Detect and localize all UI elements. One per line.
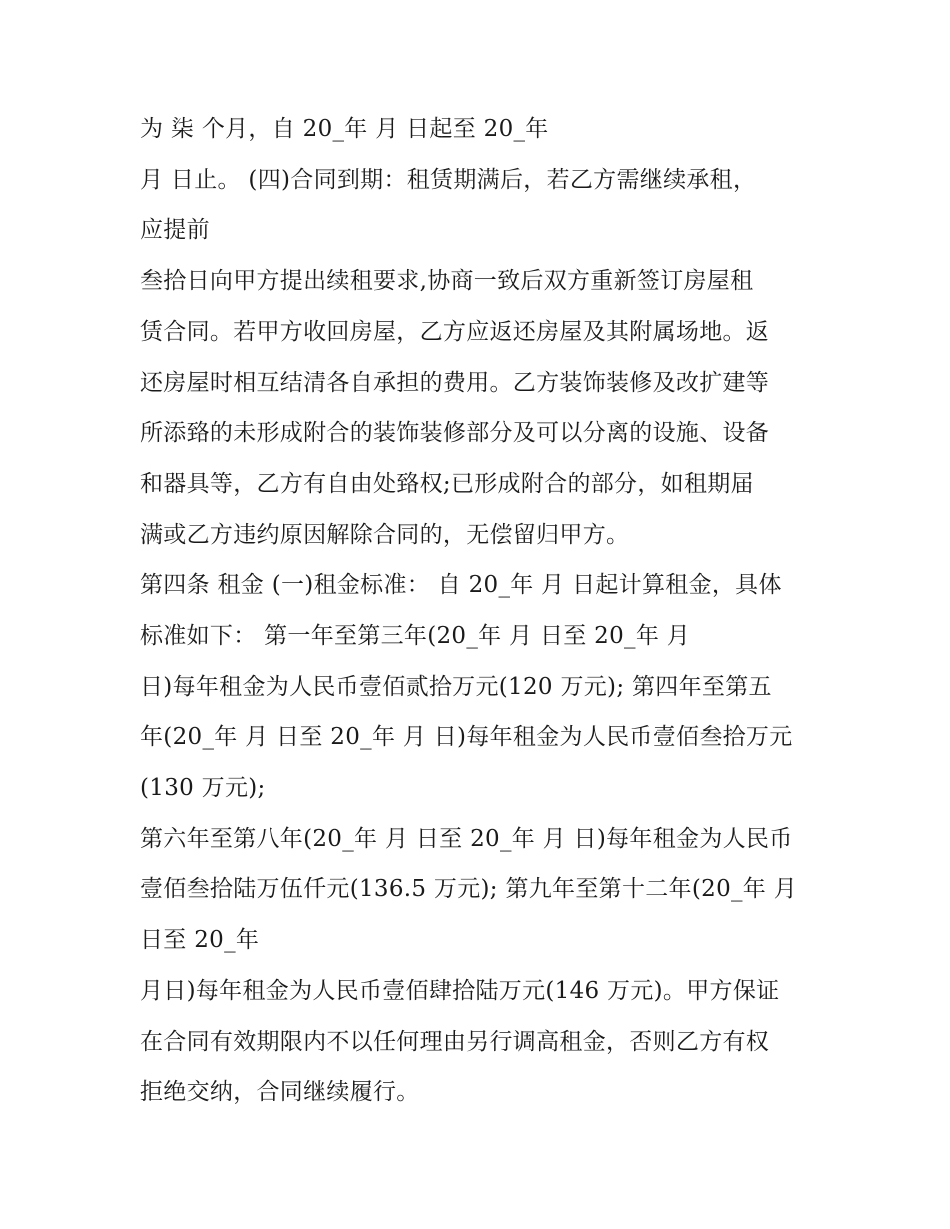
text-line: 为 柒 个月，自 20_年 月 日起至 20_年	[140, 116, 549, 142]
text-line: 月日)每年租金为人民币壹佰肆拾陆万元(146 万元)。甲方保证	[140, 978, 780, 1004]
text-line: (130 万元);	[140, 775, 266, 801]
text-line: 赁合同。若甲方收回房屋，乙方应返还房屋及其附属场地。返	[140, 319, 770, 345]
text-line: 叁拾日向甲方提出续租要求,协商一致后双方重新签订房屋租	[140, 268, 754, 294]
text-line: 壹佰叁拾陆万伍仟元(136.5 万元); 第九年至第十二年(20_年 月	[140, 876, 798, 902]
text-line: 第六年至第八年(20_年 月 日至 20_年 月 日)每年租金为人民币	[140, 826, 793, 852]
text-line: 日至 20_年	[140, 927, 260, 953]
text-line: 满或乙方违约原因解除合同的，无偿留归甲方。	[140, 522, 630, 548]
text-line: 拒绝交纳，合同继续履行。	[140, 1079, 420, 1105]
text-line: 应提前	[140, 217, 210, 243]
text-line: 所添臵的未形成附合的装饰装修部分及可以分离的设施、设备	[140, 420, 770, 446]
text-line: 在合同有效期限内不以任何理由另行调高租金，否则乙方有权	[140, 1029, 770, 1055]
text-line: 月 日止。 (四)合同到期：租赁期满后，若乙方需继续承租，	[140, 167, 757, 193]
text-line: 年(20_年 月 日至 20_年 月 日)每年租金为人民币壹佰叁拾万元	[140, 724, 793, 750]
text-line: 和器具等，乙方有自由处臵权;已形成附合的部分，如租期届	[140, 471, 754, 497]
text-line: 日)每年租金为人民币壹佰贰拾万元(120 万元); 第四年至第五	[140, 674, 772, 700]
text-line: 还房屋时相互结清各自承担的费用。乙方装饰装修及改扩建等	[140, 370, 770, 396]
text-line: 标准如下： 第一年至第三年(20_年 月 日至 20_年 月	[140, 623, 691, 649]
text-line: 第四条 租金 (一)租金标准： 自 20_年 月 日起计算租金，具体	[140, 572, 782, 598]
